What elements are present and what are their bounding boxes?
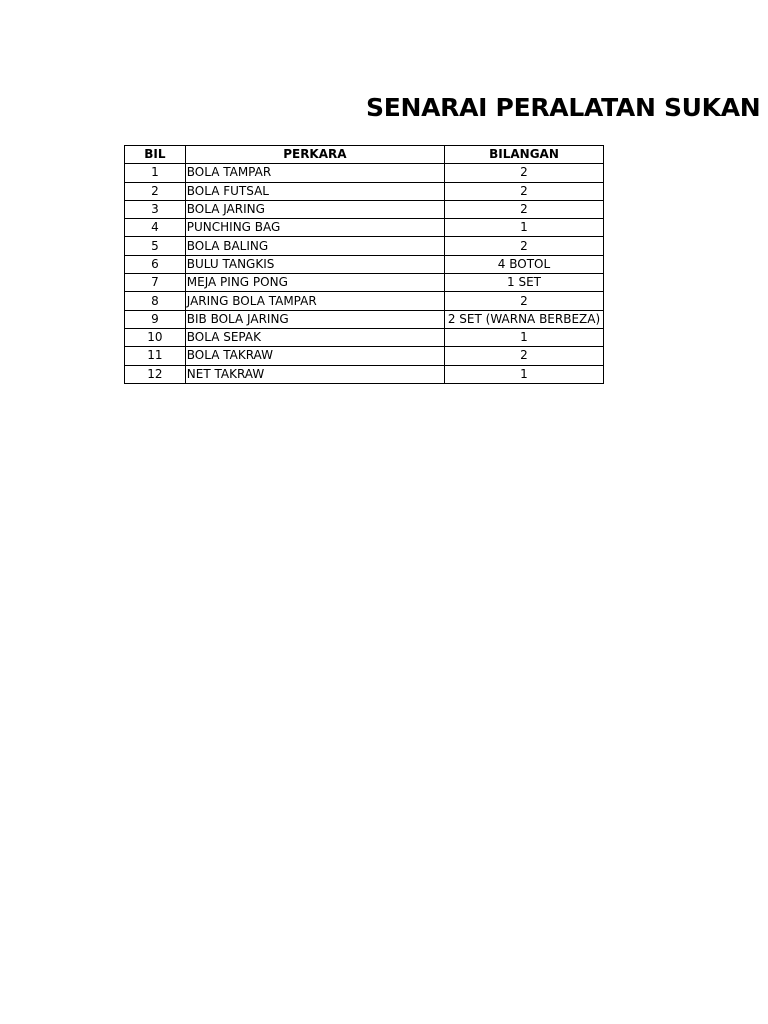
cell-bil: 10 <box>125 328 186 346</box>
cell-bil: 8 <box>125 292 186 310</box>
header-bil: BIL <box>125 146 186 164</box>
table-row <box>125 274 604 292</box>
cell-bilangan: 2 <box>445 237 604 255</box>
cell-bilangan: 2 <box>445 182 604 200</box>
cell-perkara: BOLA TAMPAR <box>185 164 444 182</box>
table-row <box>125 255 604 273</box>
cell-bil: 6 <box>125 255 186 273</box>
cell-bilangan: 2 <box>445 164 604 182</box>
cell-bilangan: 2 <box>445 347 604 365</box>
table-row <box>125 219 604 237</box>
cell-perkara: BOLA TAKRAW <box>185 347 444 365</box>
cell-perkara: NET TAKRAW <box>185 365 444 383</box>
cell-bil: 12 <box>125 365 186 383</box>
cell-bil: 11 <box>125 347 186 365</box>
cell-bil: 5 <box>125 237 186 255</box>
cell-bil: 2 <box>125 182 186 200</box>
cell-bilangan: 1 <box>445 328 604 346</box>
equipment-table <box>124 145 604 384</box>
table-row <box>125 237 604 255</box>
cell-perkara: MEJA PING PONG <box>185 274 444 292</box>
table-row <box>125 310 604 328</box>
cell-bilangan: 4 BOTOL <box>445 255 604 273</box>
table-row <box>125 182 604 200</box>
header-bilangan: BILANGAN <box>445 146 604 164</box>
cell-perkara: BOLA BALING <box>185 237 444 255</box>
table-row <box>125 292 604 310</box>
cell-bil: 3 <box>125 200 186 218</box>
cell-bilangan: 2 <box>445 200 604 218</box>
cell-bilangan: 2 <box>445 292 604 310</box>
cell-perkara: PUNCHING BAG <box>185 219 444 237</box>
table-header-row <box>125 146 604 164</box>
cell-perkara: BIB BOLA JARING <box>185 310 444 328</box>
cell-bil: 7 <box>125 274 186 292</box>
table-row <box>125 365 604 383</box>
cell-bil: 1 <box>125 164 186 182</box>
header-perkara: PERKARA <box>185 146 444 164</box>
page-title: SENARAI PERALATAN SUKAN <box>366 93 761 122</box>
table-row <box>125 347 604 365</box>
cell-bilangan: 2 SET (WARNA BERBEZA) <box>445 310 604 328</box>
cell-bilangan: 1 SET <box>445 274 604 292</box>
cell-bil: 9 <box>125 310 186 328</box>
table-row <box>125 164 604 182</box>
cell-bil: 4 <box>125 219 186 237</box>
cell-perkara: BOLA FUTSAL <box>185 182 444 200</box>
cell-perkara: BULU TANGKIS <box>185 255 444 273</box>
table-body <box>125 164 604 384</box>
cell-perkara: JARING BOLA TAMPAR <box>185 292 444 310</box>
cell-perkara: BOLA JARING <box>185 200 444 218</box>
cell-bilangan: 1 <box>445 365 604 383</box>
table-row <box>125 328 604 346</box>
cell-perkara: BOLA SEPAK <box>185 328 444 346</box>
table-row <box>125 200 604 218</box>
cell-bilangan: 1 <box>445 219 604 237</box>
